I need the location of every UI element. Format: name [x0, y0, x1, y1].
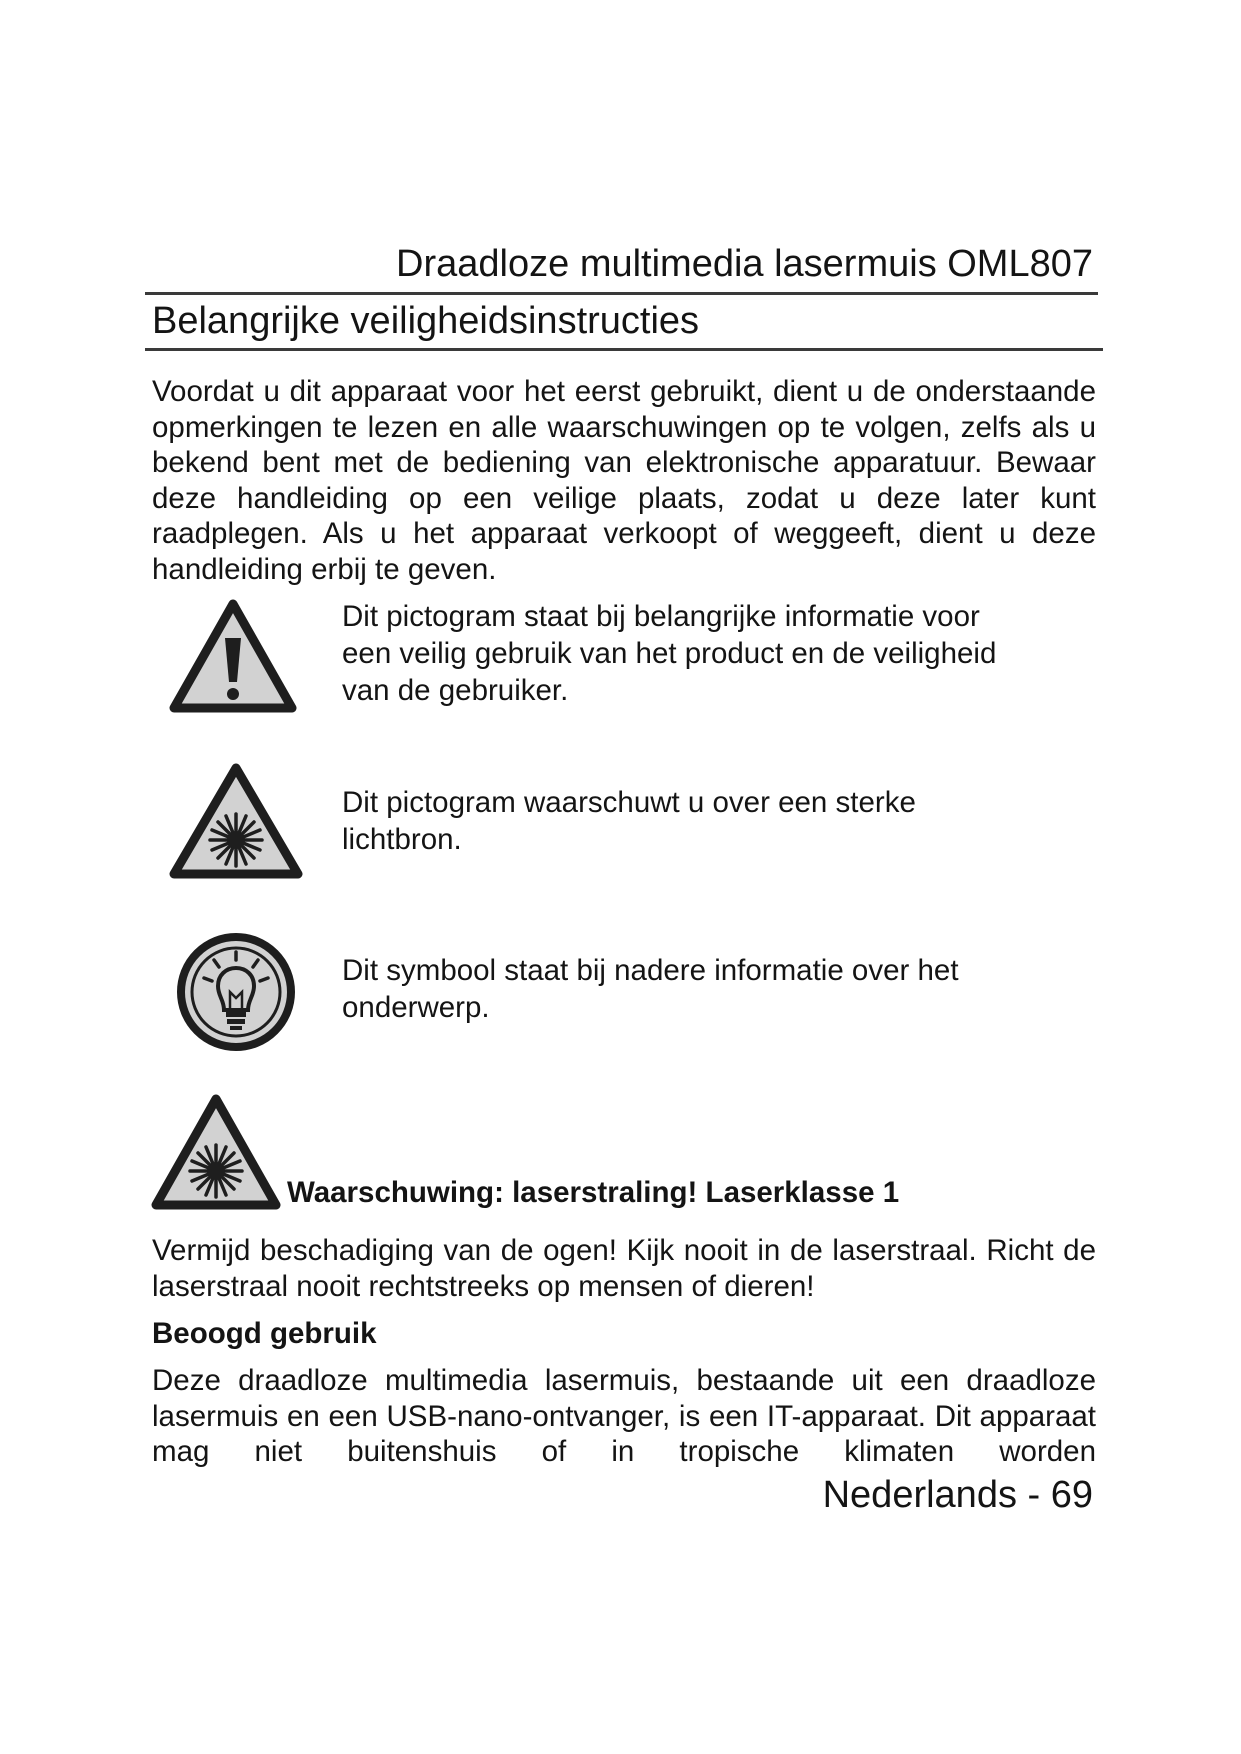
pictogram-1-line-1: Dit pictogram staat bij belangrijke informatie voor	[342, 600, 980, 633]
pictogram-2-line-2: lichtbron.	[342, 823, 462, 856]
pictogram-1-line-2: een veilig gebruik van het product en de veiligheid	[342, 637, 997, 670]
pictogram-2-line-1: Dit pictogram waarschuwt u over een sterke	[342, 786, 916, 819]
pictogram-2-text	[342, 784, 916, 858]
laser-radiation-warning-icon	[150, 1093, 282, 1211]
intended-use-heading: Beoogd gebruik	[152, 1317, 377, 1350]
laser-warning-text: Vermijd beschadiging van de ogen! Kijk nooit in de laserstraal. Richt de laserstraal nooit rechtstreeks op mensen of dieren!	[152, 1234, 1096, 1303]
section-title: Belangrijke veiligheidsinstructies	[152, 300, 700, 342]
pictogram-1-line-3: van de gebruiker.	[342, 674, 569, 707]
intro-paragraph: Voordat u dit apparaat voor het eerst gebruikt, dient u de onderstaande opmerkingen te lezen en alle waarschuwingen op te volgen, zelfs als u bekend bent met de bediening van elektronische apparatuur. Bewaar deze handleiding op een veilige plaats, zodat u deze later kunt raadplegen. Als u het apparaat verkoopt of weggeeft, dient u deze handleiding erbij te geven.	[152, 375, 1096, 586]
pictogram-3-line-2: onderwerp.	[342, 991, 490, 1024]
pictogram-1-text	[342, 598, 996, 709]
section-divider	[145, 348, 1103, 351]
intended-use-text: Deze draadloze multimedia lasermuis, bestaande uit een draadloze lasermuis en een USB-nano-ontvanger, is een IT-apparaat. Dit apparaat mag niet buitenshuis of in tropische klimaten worden	[152, 1364, 1096, 1468]
lightbulb-info-icon	[174, 930, 298, 1054]
pictogram-3-text	[342, 952, 959, 1026]
laser-warning-heading: Waarschuwing: laserstraling! Laserklasse 1	[287, 1176, 900, 1209]
pictogram-3-line-1: Dit symbool staat bij nadere informatie over het	[342, 954, 959, 987]
header-divider	[145, 292, 1098, 295]
bright-light-warning-icon	[168, 762, 304, 880]
page-footer: Nederlands - 69	[822, 1474, 1093, 1516]
exclamation-warning-icon	[168, 598, 298, 714]
product-title: Draadloze multimedia lasermuis OML807	[396, 243, 1093, 285]
